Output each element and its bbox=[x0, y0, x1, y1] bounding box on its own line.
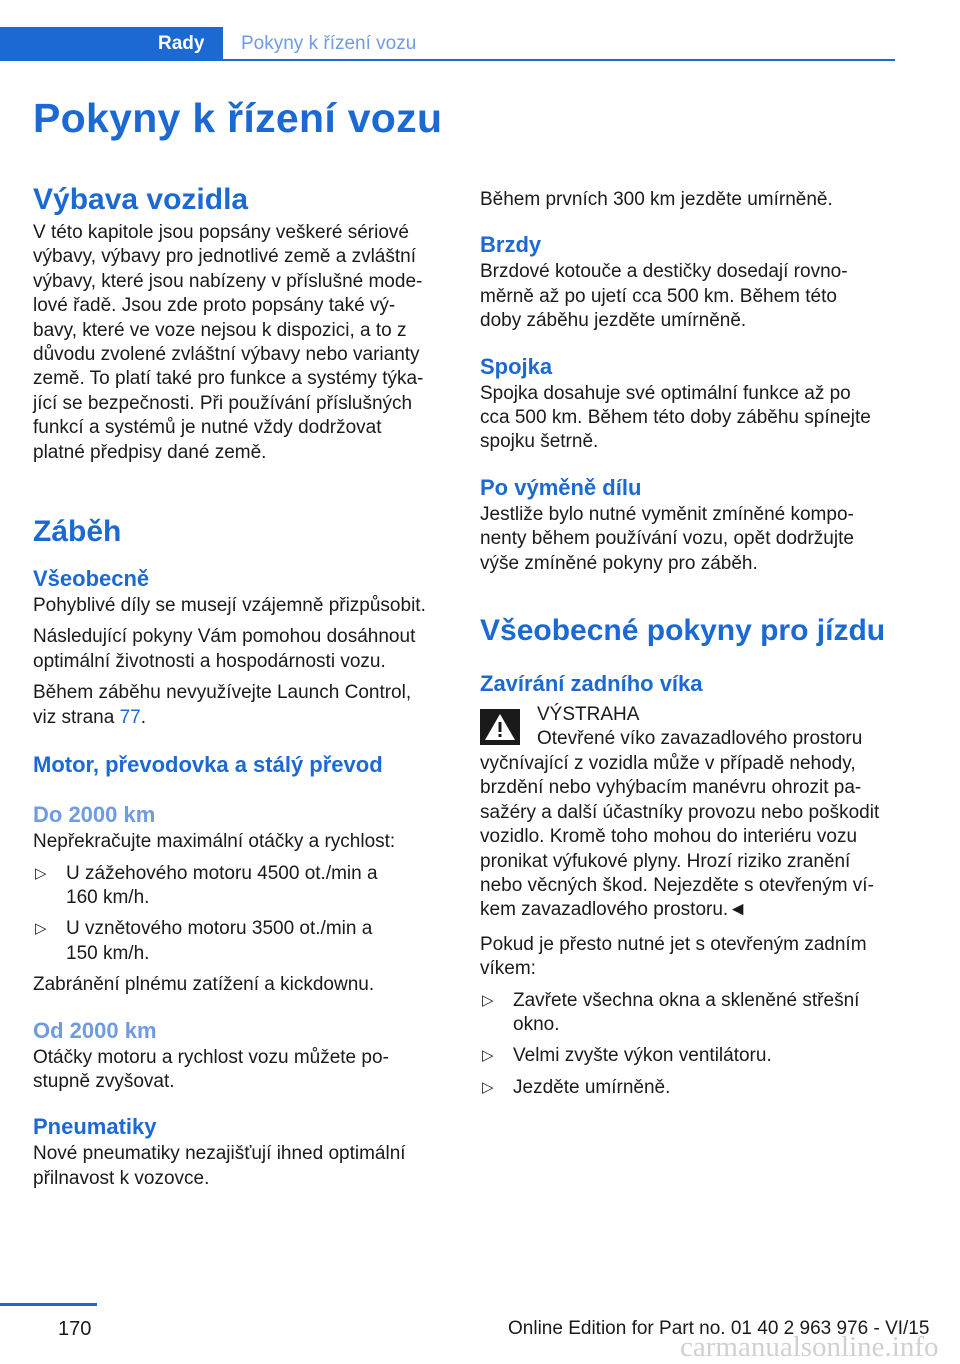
header-section[interactable]: Pokyny k řízení vozu bbox=[241, 33, 417, 54]
parts-text: Jestliže bylo nutné vyměnit zmíněné kompo- nenty během používání vozu, opět dodržujte výše zmíněné pokyny pro záběh. bbox=[480, 503, 854, 574]
triangle-right-icon: ▷ bbox=[482, 1047, 494, 1065]
clutch-heading: Spojka bbox=[480, 353, 553, 379]
left-column bbox=[33, 180, 445, 1191]
page-header bbox=[0, 27, 895, 63]
driving-heading: Všeobecné pokyny pro jízdu bbox=[480, 614, 886, 648]
warning-text: vyčnívající z vozidla může v případě nehody, brzdění nebo vyhýbacím manévru ohrozit pa- sažéry a další účastníky provozu nebo poškodit vozidlo. Kromě toho mohou do interiéru vozu pronikat výfukové plyny. Hrozí riziko zranění nebo věcných škod. Nejezděte s otevřeným ví- kem zavazadlového prostoru.◄ bbox=[480, 752, 880, 921]
warning-triangle-icon bbox=[480, 709, 520, 745]
break-in-p2: Následující pokyny Vám pomohou dosáhnout optimální životnosti a hospodárnosti vozu. bbox=[33, 626, 416, 672]
to-2000-heading: Do 2000 km bbox=[33, 802, 156, 828]
watermark: carmanualsonline.info bbox=[680, 1331, 939, 1363]
triangle-right-icon: ▷ bbox=[482, 1078, 494, 1096]
warning-block bbox=[480, 703, 892, 923]
list-item: ▷ Velmi zvyšte výkon ventilátoru. bbox=[480, 1044, 892, 1068]
kickdown-text: Zabránění plnému zatížení a kickdownu. bbox=[33, 974, 375, 996]
from-2000-text: Otáčky motoru a rychlost vozu můžete po- stupně zvyšovat. bbox=[33, 1046, 389, 1092]
equipment-text: V této kapitole jsou popsány veškeré sériové výbavy, výbavy pro jednotlivé země a zvláštní výbavy, které jsou nabízeny v příslušné mode- lové řadě. Jsou zde proto popsány také vý- bavy, které ve voze nejsou k dispozici, a to z důvodu zvolené zvláštní výbavy nebo varianty země. To platí také pro funkce a systémy týka- jící se bezpečnosti. Při používání příslušných funkcí a systémů je nutné vždy dodržovat platné předpisy dané země. bbox=[33, 222, 424, 463]
general-heading: Všeobecně bbox=[33, 566, 150, 592]
open-tailgate-list bbox=[480, 989, 892, 1101]
list-item: ▷ Zavřete všechna okna a skleněné střešní okno. bbox=[482, 989, 860, 1035]
warning-line: Otevřené víko zavazadlového prostoru bbox=[537, 728, 863, 750]
open-tailgate-text: Pokud je přesto nutné jet s otevřeným zadním víkem: bbox=[480, 933, 867, 980]
triangle-right-icon: ▷ bbox=[35, 864, 47, 882]
warning-title: VÝSTRAHA bbox=[537, 704, 640, 726]
to-2000-intro: Nepřekračujte maximální otáčky a rychlost: bbox=[33, 831, 396, 853]
motor-heading: Motor, převodovka a stálý převod bbox=[33, 752, 383, 778]
edition-text: Online Edition for Part no. 01 40 2 963 976 - VI/15 bbox=[508, 1318, 930, 1339]
list-item: ▷ U vznětového motoru 3500 ot./min a 150 km/h. bbox=[35, 918, 373, 964]
tailgate-heading: Zavírání zadního víka bbox=[480, 671, 703, 697]
header-chapter[interactable]: Rady bbox=[158, 33, 205, 54]
parts-heading: Po výměně dílu bbox=[480, 474, 642, 500]
triangle-right-icon: ▷ bbox=[482, 991, 494, 1009]
right-column bbox=[480, 180, 892, 1100]
header-rule bbox=[223, 59, 895, 61]
page-title: Pokyny k řízení vozu bbox=[33, 95, 443, 141]
triangle-right-icon: ▷ bbox=[35, 920, 47, 938]
page-reference-link[interactable]: 77 bbox=[119, 706, 141, 728]
equipment-heading: Výbava vozidla bbox=[33, 183, 249, 216]
list-item: ▷ U zážehového motoru 4500 ot./min a 160 km/h. bbox=[35, 862, 378, 908]
brakes-text: Brzdové kotouče a destičky dosedají rovno- měrně až po ujetí cca 500 km. Během této doby záběhu jezděte umírněně. bbox=[480, 261, 848, 332]
to-2000-list bbox=[33, 862, 445, 967]
break-in-heading: Záběh bbox=[33, 515, 122, 549]
break-in-p3: Během záběhu nevyužívejte Launch Control, viz strana 77. bbox=[33, 682, 412, 728]
list-item: ▷ Jezděte umírněně. bbox=[480, 1076, 892, 1100]
break-in-p1: Pohyblivé díly se musejí vzájemně přizpůsobit. bbox=[33, 595, 426, 617]
from-2000-heading: Od 2000 km bbox=[33, 1017, 157, 1043]
tires-heading: Pneumatiky bbox=[33, 1114, 157, 1140]
tires-text: Nové pneumatiky nezajišťují ihned optimální přilnavost k vozovce. bbox=[33, 1143, 406, 1189]
brakes-heading: Brzdy bbox=[480, 232, 542, 258]
clutch-text: Spojka dosahuje své optimální funkce až po cca 500 km. Během této doby záběhu spínejte spojku šetrně. bbox=[480, 382, 871, 453]
page-number: 170 bbox=[58, 1318, 92, 1340]
footer-rule bbox=[0, 1303, 97, 1306]
first-300-text: Během prvních 300 km jezděte umírněně. bbox=[480, 189, 833, 210]
